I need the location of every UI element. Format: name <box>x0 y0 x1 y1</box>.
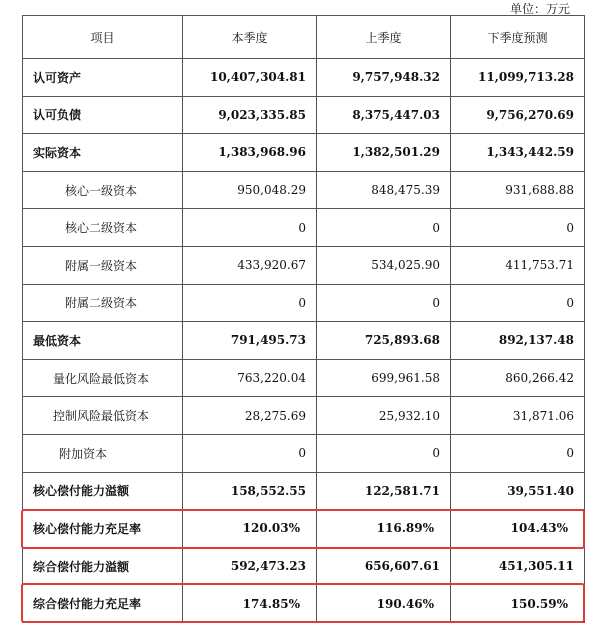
cell-value: 0 <box>317 434 451 472</box>
cell-value: 0 <box>183 284 317 322</box>
cell-value: 725,893.68 <box>317 322 451 360</box>
row-label: 核心一级资本 <box>23 171 183 209</box>
cell-value: 0 <box>317 209 451 247</box>
table-row <box>23 134 585 172</box>
cell-value: 892,137.48 <box>451 322 585 360</box>
solvency-table <box>22 15 585 623</box>
cell-value: 25,932.10 <box>317 397 451 435</box>
table-row <box>23 434 585 472</box>
cell-value: 9,756,270.69 <box>451 96 585 134</box>
cell-value: 0 <box>183 434 317 472</box>
cell-value: 699,961.58 <box>317 359 451 397</box>
row-label: 附属二级资本 <box>23 284 183 322</box>
unit-label: 单位：万元 <box>509 2 570 16</box>
cell-value: 11,099,713.28 <box>451 59 585 97</box>
cell-value: 0 <box>451 284 585 322</box>
cell-value: 534,025.90 <box>317 246 451 284</box>
row-label: 核心二级资本 <box>23 209 183 247</box>
cell-value: 10,407,304.81 <box>183 59 317 97</box>
cell-value: 31,871.06 <box>451 397 585 435</box>
table-row <box>23 59 585 97</box>
cell-value: 950,048.29 <box>183 171 317 209</box>
table-row-highlighted <box>23 510 585 548</box>
cell-value: 116.89% <box>317 510 451 548</box>
row-label: 综合偿付能力充足率 <box>23 585 183 623</box>
cell-value: 411,753.71 <box>451 246 585 284</box>
cell-value: 9,757,948.32 <box>317 59 451 97</box>
row-label: 实际资本 <box>23 134 183 172</box>
table-row <box>23 171 585 209</box>
cell-value: 8,375,447.03 <box>317 96 451 134</box>
row-label: 最低资本 <box>23 322 183 360</box>
row-label: 认可负债 <box>23 96 183 134</box>
row-label: 认可资产 <box>23 59 183 97</box>
cell-value: 28,275.69 <box>183 397 317 435</box>
row-label: 控制风险最低资本 <box>23 397 183 435</box>
cell-value: 0 <box>317 284 451 322</box>
header-previous-quarter: 上季度 <box>317 16 451 59</box>
cell-value: 433,920.67 <box>183 246 317 284</box>
table-row <box>23 246 585 284</box>
table-row <box>23 359 585 397</box>
table-row-highlighted <box>23 585 585 623</box>
row-label: 综合偿付能力溢额 <box>23 547 183 585</box>
cell-value: 150.59% <box>451 585 585 623</box>
cell-value: 39,551.40 <box>451 472 585 510</box>
cell-value: 0 <box>451 434 585 472</box>
cell-value: 9,023,335.85 <box>183 96 317 134</box>
row-label: 核心偿付能力溢额 <box>23 472 183 510</box>
cell-value: 0 <box>451 209 585 247</box>
cell-value: 174.85% <box>183 585 317 623</box>
cell-value: 1,343,442.59 <box>451 134 585 172</box>
cell-value: 1,382,501.29 <box>317 134 451 172</box>
header-row <box>23 16 585 59</box>
cell-value: 592,473.23 <box>183 547 317 585</box>
cell-value: 763,220.04 <box>183 359 317 397</box>
header-item: 项目 <box>23 16 183 59</box>
row-label: 附属一级资本 <box>23 246 183 284</box>
header-next-quarter-forecast: 下季度预测 <box>451 16 585 59</box>
cell-value: 656,607.61 <box>317 547 451 585</box>
table-row <box>23 472 585 510</box>
header-current-quarter: 本季度 <box>183 16 317 59</box>
cell-value: 931,688.88 <box>451 171 585 209</box>
cell-value: 860,266.42 <box>451 359 585 397</box>
row-label: 附加资本 <box>23 434 183 472</box>
row-label: 量化风险最低资本 <box>23 359 183 397</box>
table-row <box>23 284 585 322</box>
table-row <box>23 397 585 435</box>
cell-value: 158,552.55 <box>183 472 317 510</box>
row-label: 核心偿付能力充足率 <box>23 510 183 548</box>
cell-value: 122,581.71 <box>317 472 451 510</box>
cell-value: 190.46% <box>317 585 451 623</box>
cell-value: 104.43% <box>451 510 585 548</box>
cell-value: 120.03% <box>183 510 317 548</box>
cell-value: 1,383,968.96 <box>183 134 317 172</box>
table-row <box>23 547 585 585</box>
table-row <box>23 209 585 247</box>
table-row <box>23 96 585 134</box>
cell-value: 791,495.73 <box>183 322 317 360</box>
cell-value: 848,475.39 <box>317 171 451 209</box>
table-row <box>23 322 585 360</box>
cell-value: 451,305.11 <box>451 547 585 585</box>
cell-value: 0 <box>183 209 317 247</box>
